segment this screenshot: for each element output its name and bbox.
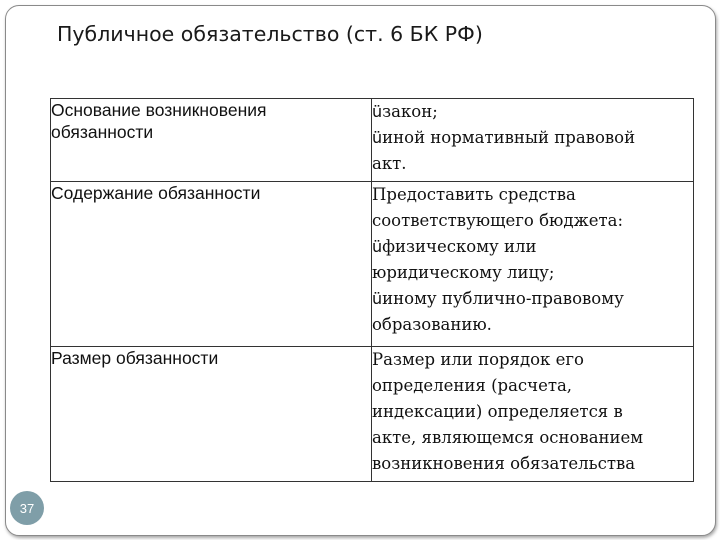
row-value-line: [372, 347, 693, 373]
row-value-line: [372, 182, 693, 208]
row-heading-line: обязанности: [51, 122, 154, 142]
checkmark-bullet-icon: ü: [372, 128, 383, 147]
row-value-text: Размер или порядок его: [372, 350, 584, 369]
row-value-line: [372, 151, 693, 177]
row-heading-cell: [51, 347, 372, 482]
row-value-text: индексации) определяется в: [372, 402, 623, 421]
table-row: [51, 182, 694, 347]
row-value-line: [372, 234, 693, 260]
checkmark-bullet-icon: ü: [372, 237, 383, 256]
row-heading-cell: [51, 99, 372, 182]
row-value-line: [372, 373, 693, 399]
obligation-table: [50, 98, 694, 482]
row-value-text: образованию.: [372, 315, 492, 334]
row-value-cell: [372, 182, 694, 347]
checkmark-bullet-icon: ü: [372, 289, 383, 308]
row-value-text: акте, являющемся основанием: [372, 428, 644, 447]
row-value-text: юридическому лицу;: [372, 263, 555, 282]
row-value-text: соответствующего бюджета:: [372, 211, 624, 230]
slide-title: Публичное обязательство (ст. 6 БК РФ): [57, 22, 483, 46]
row-value-text: закон;: [382, 102, 438, 121]
row-value-text: Предоставить средства: [372, 185, 576, 204]
row-heading-cell: [51, 182, 372, 347]
row-value-line: [372, 399, 693, 425]
table-row: [51, 347, 694, 482]
row-value-text: физическому или: [382, 237, 537, 256]
row-value-line: [372, 99, 693, 125]
row-value-line: [372, 312, 693, 338]
row-value-text: определения (расчета,: [372, 376, 573, 395]
table-row: [51, 99, 694, 182]
row-value-text: иной нормативный правовой: [382, 128, 636, 147]
row-value-line: [372, 451, 693, 477]
row-value-cell: [372, 99, 694, 182]
row-value-line: [372, 260, 693, 286]
row-heading-line: Размер обязанности: [51, 348, 219, 368]
page-number-badge: 37: [10, 491, 44, 525]
row-heading-line: Основание возникновения: [51, 100, 267, 120]
row-value-line: [372, 425, 693, 451]
row-value-cell: [372, 347, 694, 482]
row-value-line: [372, 125, 693, 151]
row-heading-line: Содержание обязанности: [51, 183, 261, 203]
row-value-text: возникновения обязательства: [372, 454, 636, 473]
row-value-text: акт.: [372, 154, 407, 173]
row-value-line: [372, 286, 693, 312]
row-value-line: [372, 208, 693, 234]
row-value-text: иному публично-правовому: [382, 289, 624, 308]
checkmark-bullet-icon: ü: [372, 102, 383, 121]
